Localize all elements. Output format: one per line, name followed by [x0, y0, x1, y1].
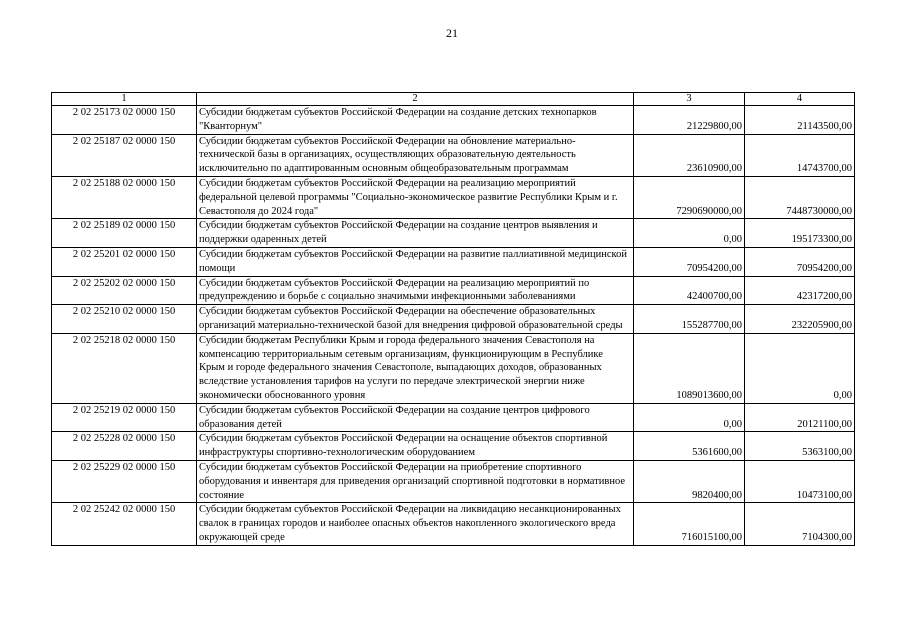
revenue-name-cell: Субсидии бюджетам субъектов Российской Федерации на ликвидацию несанкционированных свалок в границах городов и наиболее опасных объектов накопленного экологического вреда окружающей среде: [197, 503, 634, 545]
table-row: [52, 305, 855, 334]
table-row: [52, 333, 855, 403]
revenue-name-cell: Субсидии бюджетам субъектов Российской Федерации на создание центров выявления и поддержки одаренных детей: [197, 219, 634, 248]
revenue-name-cell: Субсидии бюджетам субъектов Российской Федерации на обновление материально-технической базы в организациях, осуществляющих образовательную деятельность исключительно по адаптированным основным общеобразовательным программам: [197, 134, 634, 176]
amount-column-3-cell: 23610900,00: [634, 134, 745, 176]
table-row: [52, 503, 855, 545]
revenue-code-cell: 2 02 25202 02 0000 150: [52, 276, 197, 305]
revenue-name-cell: Субсидии бюджетам субъектов Российской Федерации на обеспечение образовательных организаций материально-технической базой для внедрения цифровой образовательной среды: [197, 305, 634, 334]
amount-column-4-cell: 195173300,00: [745, 219, 855, 248]
table-row: [52, 460, 855, 502]
revenue-name-cell: Субсидии бюджетам субъектов Российской Федерации на приобретение спортивного оборудования и инвентаря для приведения организаций спортивной подготовки в нормативное состояние: [197, 460, 634, 502]
amount-column-3-cell: 9820400,00: [634, 460, 745, 502]
amount-column-4-cell: 21143500,00: [745, 106, 855, 135]
table-row: [52, 134, 855, 176]
page-number: 21: [446, 26, 458, 40]
revenue-name-cell: Субсидии бюджетам субъектов Российской Федерации на реализацию мероприятий федеральной целевой программы "Социально-экономическое развитие Республики Крым и г. Севастополя до 2024 года": [197, 176, 634, 218]
column-header-3: 3: [634, 93, 745, 106]
table-row: [52, 176, 855, 218]
revenue-code-cell: 2 02 25188 02 0000 150: [52, 176, 197, 218]
table-row: [52, 106, 855, 135]
amount-column-4-cell: 14743700,00: [745, 134, 855, 176]
table-header-row: [52, 93, 855, 106]
amount-column-4-cell: 232205900,00: [745, 305, 855, 334]
amount-column-4-cell: 7448730000,00: [745, 176, 855, 218]
amount-column-3-cell: 42400700,00: [634, 276, 745, 305]
amount-column-3-cell: 5361600,00: [634, 432, 745, 461]
amount-column-4-cell: 70954200,00: [745, 247, 855, 276]
table-row: [52, 276, 855, 305]
amount-column-4-cell: 42317200,00: [745, 276, 855, 305]
amount-column-3-cell: 155287700,00: [634, 305, 745, 334]
revenue-name-cell: Субсидии бюджетам субъектов Российской Федерации на создание детских технопарков "Кванторнум": [197, 106, 634, 135]
revenue-code-cell: 2 02 25201 02 0000 150: [52, 247, 197, 276]
amount-column-3-cell: 0,00: [634, 219, 745, 248]
column-header-4: 4: [745, 93, 855, 106]
revenue-code-cell: 2 02 25210 02 0000 150: [52, 305, 197, 334]
table-row: [52, 432, 855, 461]
revenue-code-cell: 2 02 25218 02 0000 150: [52, 333, 197, 403]
amount-column-3-cell: 7290690000,00: [634, 176, 745, 218]
amount-column-4-cell: 20121100,00: [745, 403, 855, 432]
revenue-code-cell: 2 02 25242 02 0000 150: [52, 503, 197, 545]
amount-column-4-cell: 5363100,00: [745, 432, 855, 461]
amount-column-3-cell: 70954200,00: [634, 247, 745, 276]
revenue-name-cell: Субсидии бюджетам субъектов Российской Федерации на создание центров цифрового образования детей: [197, 403, 634, 432]
amount-column-3-cell: 21229800,00: [634, 106, 745, 135]
revenue-name-cell: Субсидии бюджетам субъектов Российской Федерации на развитие паллиативной медицинской помощи: [197, 247, 634, 276]
table-row: [52, 247, 855, 276]
revenue-code-cell: 2 02 25228 02 0000 150: [52, 432, 197, 461]
amount-column-4-cell: 10473100,00: [745, 460, 855, 502]
amount-column-3-cell: 716015100,00: [634, 503, 745, 545]
amount-column-4-cell: 7104300,00: [745, 503, 855, 545]
revenue-code-cell: 2 02 25189 02 0000 150: [52, 219, 197, 248]
amount-column-3-cell: 1089013600,00: [634, 333, 745, 403]
revenue-name-cell: Субсидии бюджетам субъектов Российской Федерации на реализацию мероприятий по предупреждению и борьбе с социально значимыми инфекционными заболеваниями: [197, 276, 634, 305]
column-header-2: 2: [197, 93, 634, 106]
column-header-1: 1: [52, 93, 197, 106]
table-row: [52, 403, 855, 432]
table-row: [52, 219, 855, 248]
revenue-name-cell: Субсидии бюджетам субъектов Российской Федерации на оснащение объектов спортивной инфраструктуры спортивно-технологическим оборудованием: [197, 432, 634, 461]
revenue-code-cell: 2 02 25173 02 0000 150: [52, 106, 197, 135]
amount-column-3-cell: 0,00: [634, 403, 745, 432]
revenue-name-cell: Субсидии бюджетам Республики Крым и города федерального значения Севастополя на компенсацию территориальным сетевым организациям, функционирующим в Республике Крым и городе федерального значения Севастополе, выпадающих доходов, образованных вследствие установления тарифов на услуги по передаче электрической энергии ниже экономически обоснованного уровня: [197, 333, 634, 403]
amount-column-4-cell: 0,00: [745, 333, 855, 403]
revenue-code-cell: 2 02 25187 02 0000 150: [52, 134, 197, 176]
revenue-code-cell: 2 02 25219 02 0000 150: [52, 403, 197, 432]
budget-revenue-table: [51, 92, 855, 546]
revenue-code-cell: 2 02 25229 02 0000 150: [52, 460, 197, 502]
